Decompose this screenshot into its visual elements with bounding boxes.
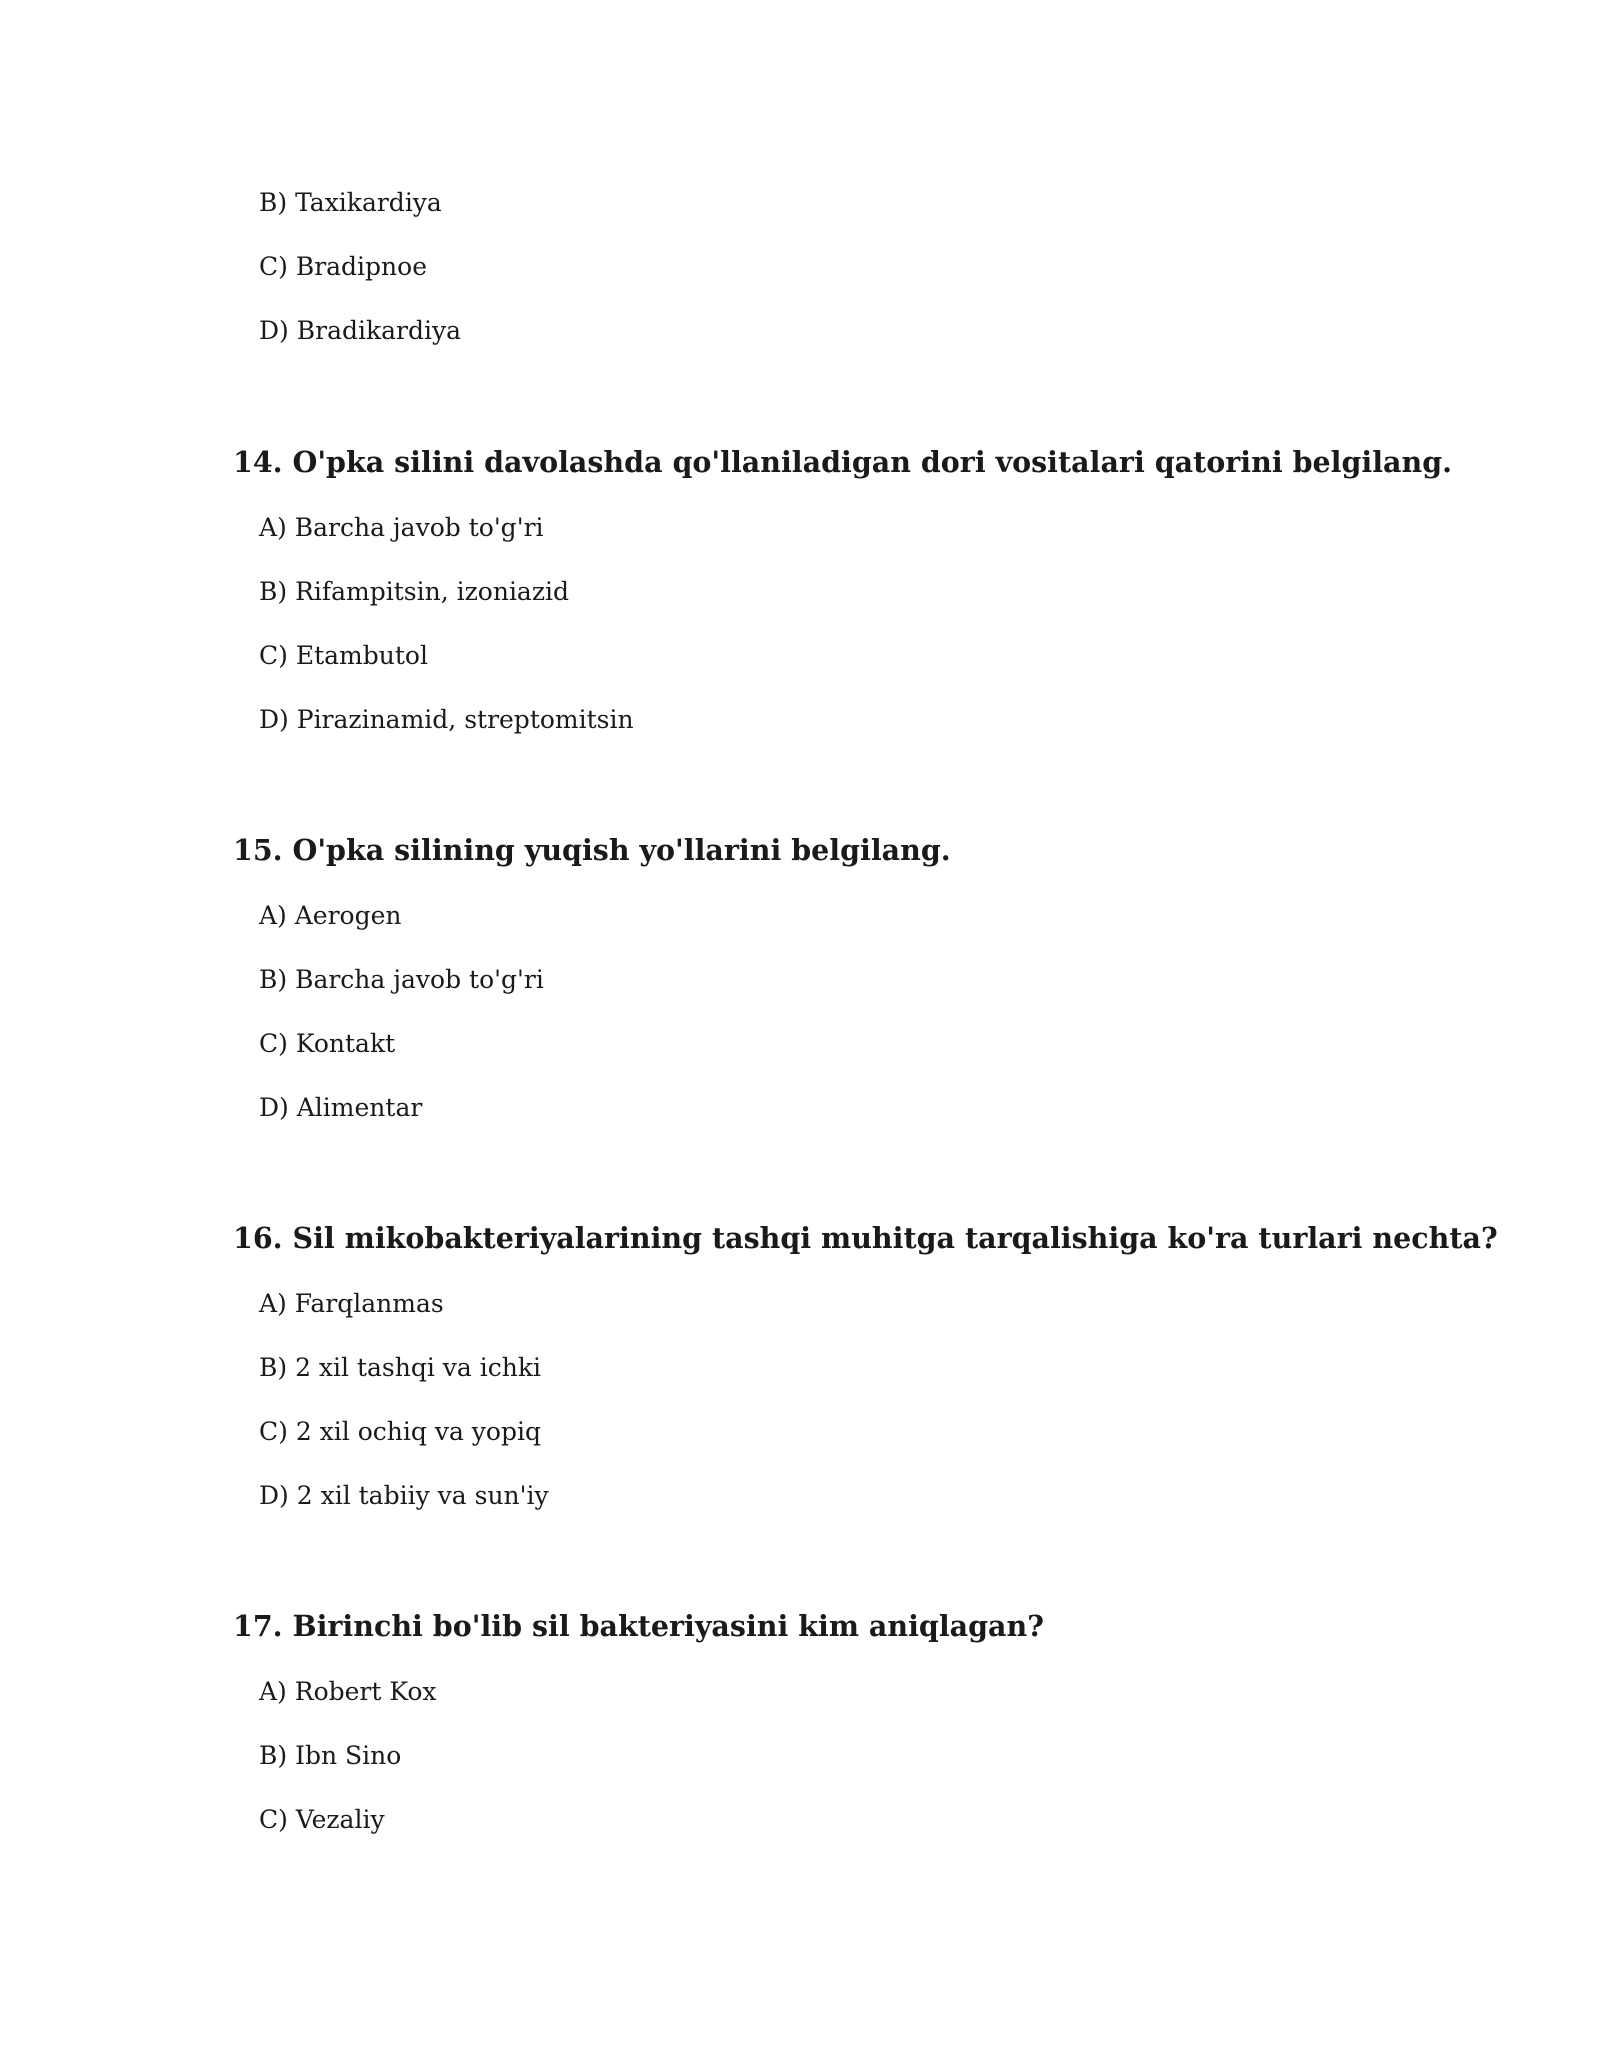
answer-option: A) Aerogen bbox=[259, 901, 402, 930]
answer-option: B) Rifampitsin, izoniazid bbox=[259, 577, 570, 606]
answer-option: C) Bradipnoe bbox=[259, 252, 428, 281]
answer-option: B) Taxikardiya bbox=[259, 188, 442, 217]
question-text: 14. O'pka silini davolashda qo'llaniladigan dori vositalari qatorini belgilang. bbox=[233, 445, 1453, 479]
answer-option: D) Alimentar bbox=[259, 1093, 423, 1122]
answer-option: B) Ibn Sino bbox=[259, 1741, 402, 1770]
answer-option: A) Barcha javob to'g'ri bbox=[259, 513, 544, 542]
answer-option: A) Farqlanmas bbox=[259, 1289, 444, 1318]
answer-option: D) 2 xil tabiiy va sun'iy bbox=[259, 1481, 549, 1510]
answer-option: C) Etambutol bbox=[259, 641, 428, 670]
answer-option: D) Pirazinamid, streptomitsin bbox=[259, 705, 634, 734]
answer-option: B) 2 xil tashqi va ichki bbox=[259, 1353, 542, 1382]
answer-option: B) Barcha javob to'g'ri bbox=[259, 965, 544, 994]
answer-option: C) Kontakt bbox=[259, 1029, 396, 1058]
question-text: 16. Sil mikobakteriyalarining tashqi muhitga tarqalishiga ko'ra turlari nechta? bbox=[233, 1221, 1498, 1255]
answer-option: C) Vezaliy bbox=[259, 1805, 385, 1834]
question-text: 15. O'pka silining yuqish yo'llarini belgilang. bbox=[233, 833, 951, 867]
answer-option: C) 2 xil ochiq va yopiq bbox=[259, 1417, 541, 1446]
answer-option: A) Robert Kox bbox=[259, 1677, 437, 1706]
answer-option: D) Bradikardiya bbox=[259, 316, 462, 345]
question-text: 17. Birinchi bo'lib sil bakteriyasini kim aniqlagan? bbox=[233, 1609, 1044, 1643]
